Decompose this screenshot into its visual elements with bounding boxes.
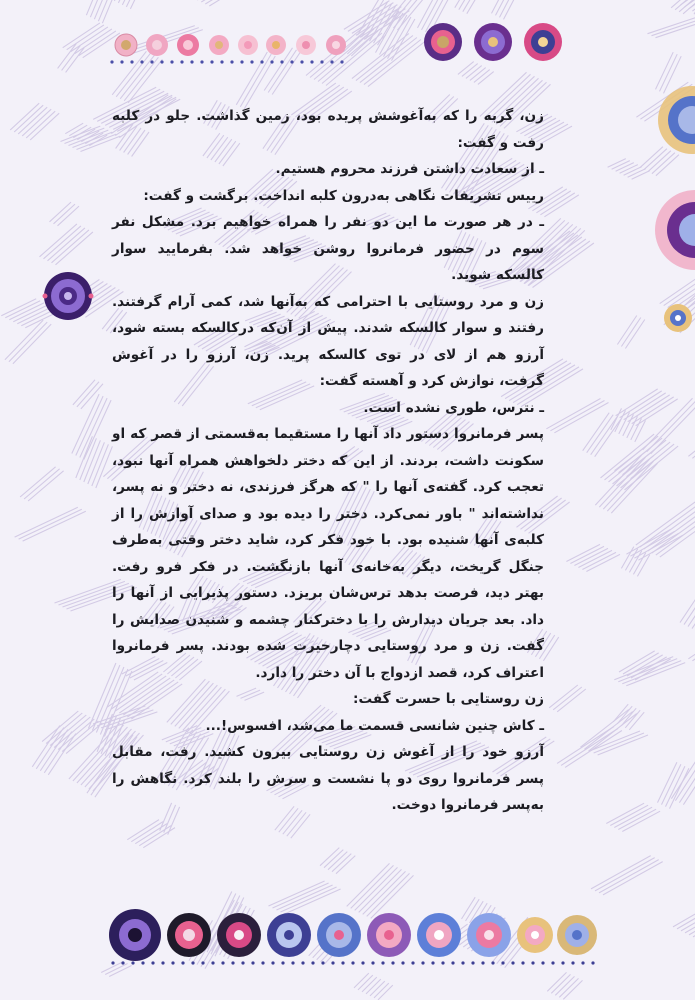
paragraph: ـ در هر صورت ما این دو نفر را همراه خواهیم برد. مشکل نفر سوم در حضور فرمانروا روشن خواهد شد. بفرمایید سوار کالسکه شوید. [112, 214, 544, 283]
scribble-stroke [688, 411, 695, 464]
paragraph: رییس تشریفات نگاهی به‌درون کلبه انداخت. برگشت و گفت: [143, 187, 544, 204]
story-text [112, 103, 544, 819]
scribble-stroke [595, 455, 657, 513]
scribble-stroke [15, 507, 86, 541]
scribble-stroke [40, 224, 93, 265]
scribble-stroke [354, 973, 393, 1000]
left-side-ornament [40, 268, 96, 324]
scribble-stroke [601, 434, 679, 490]
scribble-stroke [455, 0, 478, 14]
paragraph: آرزو خود را از آغوش زن روستایی بیرون کشید. رفت، مقابل پسر فرمانروا روی دو پا نشست و سرش را بلند کرد. نگاهش را به‌پسر فرمانروا دوخت. [112, 744, 544, 813]
small-circles-row [110, 23, 562, 64]
paragraph: زن، گربه را که به‌آغوشش پریده بود، زمین گذاشت. جلو در کلبه رفت و گفت: [112, 108, 544, 151]
scribble-stroke [673, 891, 695, 937]
right-edge-ornament [640, 70, 695, 350]
scribble-stroke [197, 0, 249, 6]
scribble-stroke [492, 0, 520, 19]
scribble-stroke [549, 685, 586, 712]
scribble-stroke [547, 972, 582, 999]
scribble-stroke [583, 413, 622, 457]
scribble-stroke [591, 856, 663, 895]
scribble-stroke [566, 544, 620, 571]
scribble-stroke [606, 803, 660, 831]
scribble-stroke [621, 547, 649, 577]
scribble-stroke [619, 651, 671, 680]
scribble-stroke [613, 704, 644, 730]
paragraph: زن روستایی با حسرت گفت: [353, 691, 544, 707]
scribble-stroke [86, 0, 128, 23]
scribble-stroke [648, 12, 695, 38]
scribble-stroke [680, 594, 695, 635]
paragraph: ـ کاش چنین شانسی قسمت ما می‌شد، افسوس!... [205, 717, 544, 734]
scribble-stroke [688, 643, 695, 663]
scribble-stroke [58, 44, 85, 73]
paragraph: پسر فرمانروا دستور داد آنها را مستقیما به‌قسمتی از قصر که او سکونت داشت، بردند. از این که دختر دلخواهش همراه آنها نبود، تعجب کرد. گفته‌ی آنها را " که هرگز فرزندی، نه دختر و نه پسر، نداشته‌اند " باور نمی‌کرد. دختر را دیده بود و صدای آوازش را از کلبه‌ی آنها شنیده بود. با خود فکر کرد، شاید دختر وقتی به‌طرف جنگل گریخت، دیگر به‌خانه‌ی آنها بازنگشت. در فکر فرو رفت. بهتر دید، فرصت بدهد ترس‌شان بریزد. دستور پذیرایی از آنها را داد. بعد جریان دیدارش را با دخترکنار چشمه و شنیدن صدایش را گفت. زن و مرد روستایی دچارحیرت شده بودند. پسر فرمانروا اعتراف کرد، قصد ازدواج با آن دختر را دارد. [112, 426, 544, 681]
scribble-stroke [626, 529, 682, 560]
scribble-stroke [32, 726, 76, 775]
paragraph: ـ از سعادت داشتن فرزند محروم هستیم. [275, 161, 544, 177]
scribble-stroke [320, 848, 355, 874]
scribble-stroke [10, 103, 59, 140]
scribble-stroke [114, 0, 155, 9]
top-ornament [100, 22, 580, 74]
paragraph: زن و مرد روستایی با احترامی که به‌آنها شد، کمی آرام گرفتند. رفتند و سوار کالسکه شدند. پیش از آن‌که درکالسکه بسته شود، آرزو هم از لای در توی کالسکه پرید. زن، آرزو را در آغوش گرفت، نوازش کرد و آهسته گفت: [112, 293, 544, 389]
scribble-stroke [658, 762, 689, 808]
bottom-ornament [105, 905, 605, 967]
paragraph: ـ نترس، طوری نشده است. [363, 399, 544, 416]
scribble-stroke [557, 727, 622, 768]
scribble-stroke [50, 202, 80, 226]
scribble-stroke [616, 389, 678, 426]
scribble-stroke [20, 467, 64, 501]
